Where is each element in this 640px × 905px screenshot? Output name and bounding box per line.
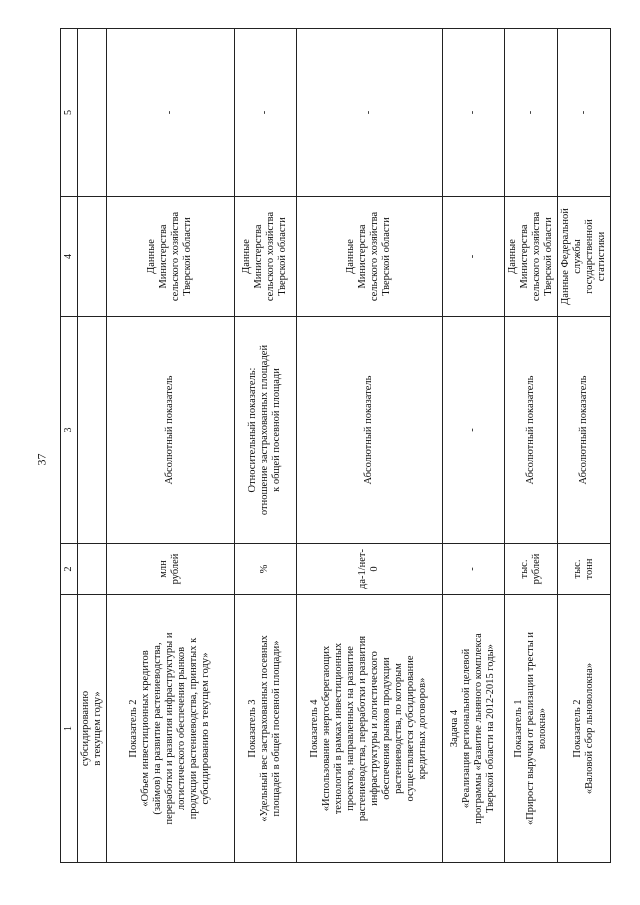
cell-text-line: субсидированию в текущем году» (200, 652, 212, 805)
cell-text-line: - (363, 110, 375, 115)
table-row (557, 29, 610, 863)
method-cell (504, 317, 557, 544)
cell-text-line: «Объем инвестиционных кредитов (139, 650, 151, 807)
cell-text-line: да-1/нет- (357, 548, 369, 590)
method-cell (106, 317, 234, 544)
note-cell (106, 29, 234, 197)
cell-text-line: сельского хозяйства (170, 211, 182, 302)
header-cell: 4 (61, 197, 78, 317)
cell-text-line: обеспечения рынков продукции (381, 657, 393, 800)
cell-text-line: % (259, 564, 271, 574)
cell-text-line: - (164, 110, 176, 115)
cell-text-line: Тверской области на 2012-2015 годы» (485, 644, 497, 813)
cell-text-line: переработки и развития инфраструктуры и (164, 632, 176, 825)
cell-text-line: площадей в общей посевной площади» (271, 640, 283, 817)
source-cell (442, 197, 504, 317)
cell-text-line: осуществляется субсидирование (405, 655, 417, 802)
cell-text-line: волокна» (536, 707, 548, 750)
cell-text-line: логистического обеспечения рынков (176, 646, 188, 811)
table-row (77, 29, 106, 863)
cell-text-line: Министерства (158, 224, 170, 289)
indicator-cell (442, 595, 504, 863)
header-cell: 1 (61, 595, 78, 863)
cell-text-line: - (467, 254, 479, 259)
cell-text-line: Показатель 1 (512, 699, 524, 758)
cell-text-line: 0 (369, 566, 381, 572)
table-row (106, 29, 234, 863)
source-cell (106, 197, 234, 317)
note-cell (296, 29, 442, 197)
cell-text-line: кредитных договоров» (417, 677, 429, 780)
cell-text-line: «Использование энергосберегающих (320, 645, 332, 812)
cell-text-line: Данные (146, 239, 157, 274)
cell-text-line: продукции растениеводства, принятых к (188, 637, 200, 820)
unit-cell (106, 544, 234, 595)
cell-text-line: Данные (506, 239, 518, 274)
cell-text-line: Тверской области (381, 217, 393, 296)
cell-text-line: Показатель 4 (308, 699, 320, 758)
source-cell (296, 197, 442, 317)
header-cell: 3 (61, 317, 78, 544)
method-cell (557, 317, 610, 544)
cell-text-line: Данные (241, 239, 252, 274)
cell-text-line: службы (571, 239, 583, 274)
cell-text-line: растениеводства, переработки и развития (357, 635, 369, 822)
cell-text-line: - (467, 110, 479, 115)
cell-text-line: Относительный показатель: (247, 367, 259, 493)
cell-text-line: рублей (170, 553, 182, 585)
indicator-cell (77, 595, 106, 863)
cell-text-line: тыс. (571, 559, 583, 579)
source-cell (504, 197, 557, 317)
note-cell (77, 29, 106, 197)
cell-text-line: растениеводства, по которым (393, 663, 405, 794)
cell-text-line: Абсолютный показатель (164, 375, 176, 485)
cell-text-line: государственной (584, 219, 595, 294)
cell-text-line: Министерства (357, 224, 369, 289)
method-cell (77, 317, 106, 544)
table-row (296, 29, 442, 863)
cell-text-line: сельского хозяйства (530, 211, 542, 302)
note-cell (234, 29, 296, 197)
cell-text-line: Показатель 3 (247, 699, 259, 758)
cell-text-line: технологий в рамках инвестиционных (332, 642, 344, 815)
source-cell (77, 197, 106, 317)
source-cell (557, 197, 610, 317)
indicator-cell (296, 595, 442, 863)
cell-text-line: отношение застрахованных площадей (259, 344, 271, 516)
cell-text-line: Данные Федеральной (559, 208, 571, 305)
note-cell (557, 29, 610, 197)
cell-text-line: Тверской области (542, 217, 554, 296)
header-row (61, 29, 78, 863)
cell-text-line: - (259, 110, 271, 115)
cell-text-line: в текущем году» (91, 691, 103, 766)
cell-text-line: Абсолютный показатель (577, 375, 589, 485)
cell-text-line: статистики (596, 231, 608, 282)
indicator-cell (557, 595, 610, 863)
cell-text-line: к общей посевной площади (271, 368, 283, 492)
table-row (234, 29, 296, 863)
unit-cell (504, 544, 557, 595)
note-cell (504, 29, 557, 197)
unit-cell (77, 544, 106, 595)
cell-text-line: тонн (584, 558, 595, 580)
cell-text-line: тыс. (518, 559, 530, 579)
cell-text-line: - (467, 428, 479, 432)
cell-text-line: рублей (530, 553, 542, 585)
indicator-cell (106, 595, 234, 863)
header-cell: 5 (61, 29, 78, 197)
source-cell (234, 197, 296, 317)
cell-text-line: млн (158, 560, 170, 578)
cell-text-line: проектов, направленных на развитие (345, 646, 356, 811)
cell-text-line: - (467, 567, 479, 571)
cell-text-line: «Валовой сбор льноволокна» (584, 662, 595, 795)
cell-text-line: программы «Развитие льняного комплекса (473, 633, 485, 824)
unit-cell (296, 544, 442, 595)
cell-text-line: Данные (345, 239, 356, 274)
cell-text-line: инфраструктуры и логистического (369, 651, 381, 806)
cell-text-line: Министерства (518, 224, 530, 289)
unit-cell (442, 544, 504, 595)
indicator-cell (504, 595, 557, 863)
cell-text-line: «Реализация региональной целевой (461, 648, 473, 809)
cell-text-line: «Удельный вес застрахованных посевных (259, 635, 271, 822)
cell-text-line: (займов) на развитие растениеводства, (152, 642, 164, 815)
cell-text-line: Министерства (253, 224, 265, 289)
cell-text-line: Тверской области (277, 217, 289, 296)
cell-text-line: субсидированию (79, 690, 91, 767)
table-row (504, 29, 557, 863)
table-row (442, 29, 504, 863)
unit-cell (557, 544, 610, 595)
cell-text-line: Абсолютный показатель (363, 375, 375, 485)
unit-cell (234, 544, 296, 595)
method-cell (234, 317, 296, 544)
note-cell (442, 29, 504, 197)
cell-text-line: Показатель 2 (127, 699, 139, 758)
indicator-cell (234, 595, 296, 863)
cell-text-line: Абсолютный показатель (524, 375, 536, 485)
cell-text-line: Тверской области (182, 217, 194, 296)
method-cell (296, 317, 442, 544)
indicator-table (60, 28, 611, 863)
cell-text-line: «Прирост выручки от реализации тресты и (524, 631, 536, 826)
cell-text-line: сельского хозяйства (369, 211, 381, 302)
cell-text-line: - (524, 110, 536, 115)
cell-text-line: Показатель 2 (571, 699, 583, 758)
cell-text-line: Задача 4 (449, 709, 460, 748)
method-cell (442, 317, 504, 544)
page-number: 37 (34, 453, 49, 466)
cell-text-line: сельского хозяйства (265, 211, 277, 302)
cell-text-line: - (577, 110, 589, 115)
header-cell: 2 (61, 544, 78, 595)
